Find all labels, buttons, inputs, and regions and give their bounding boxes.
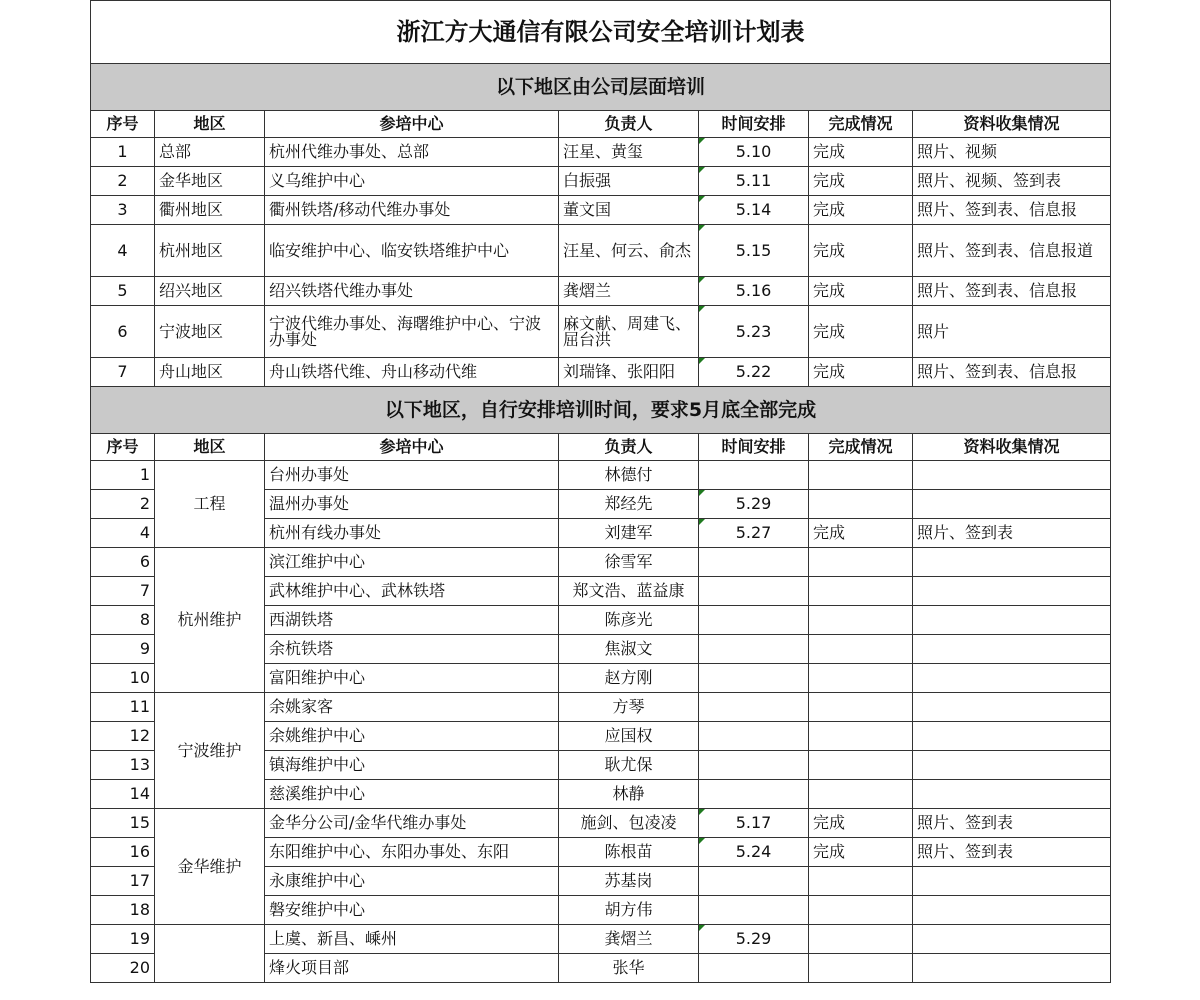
materials-cell — [913, 896, 1111, 925]
materials-cell — [913, 490, 1111, 519]
status-cell: 完成 — [809, 138, 913, 167]
status-cell — [809, 751, 913, 780]
materials-cell — [913, 635, 1111, 664]
row-number: 10 — [91, 664, 155, 693]
row-number: 7 — [91, 358, 155, 387]
materials-cell: 照片、签到表、信息报 — [913, 277, 1111, 306]
owner-cell: 陈根苗 — [559, 838, 699, 867]
materials-cell: 照片、签到表、信息报 — [913, 358, 1111, 387]
materials-cell — [913, 722, 1111, 751]
status-cell: 完成 — [809, 838, 913, 867]
center-cell: 慈溪维护中心 — [265, 780, 559, 809]
time-cell — [699, 693, 809, 722]
row-number: 1 — [91, 138, 155, 167]
center-cell: 温州办事处 — [265, 490, 559, 519]
materials-cell — [913, 664, 1111, 693]
row-number: 19 — [91, 925, 155, 954]
row-number: 18 — [91, 896, 155, 925]
materials-cell: 照片、签到表、信息报道 — [913, 225, 1111, 277]
status-cell — [809, 693, 913, 722]
materials-cell — [913, 548, 1111, 577]
section1-banner-row — [91, 64, 1111, 111]
owner-cell: 白振强 — [559, 167, 699, 196]
status-cell: 完成 — [809, 196, 913, 225]
column-header: 参培中心 — [265, 434, 559, 461]
column-header: 地区 — [155, 111, 265, 138]
materials-cell — [913, 751, 1111, 780]
region-cell: 衢州地区 — [155, 196, 265, 225]
status-cell: 完成 — [809, 809, 913, 838]
row-number: 16 — [91, 838, 155, 867]
table-row — [91, 306, 1111, 358]
status-cell — [809, 606, 913, 635]
column-header: 负责人 — [559, 434, 699, 461]
region-cell: 宁波地区 — [155, 306, 265, 358]
time-cell: 5.15 — [699, 225, 809, 277]
center-cell: 台州办事处 — [265, 461, 559, 490]
row-number: 11 — [91, 693, 155, 722]
center-cell: 金华分公司/金华代维办事处 — [265, 809, 559, 838]
owner-cell: 林静 — [559, 780, 699, 809]
status-cell: 完成 — [809, 358, 913, 387]
center-cell: 余姚维护中心 — [265, 722, 559, 751]
owner-cell: 郑经先 — [559, 490, 699, 519]
table-row — [91, 167, 1111, 196]
materials-cell: 照片、签到表 — [913, 838, 1111, 867]
materials-cell — [913, 606, 1111, 635]
owner-cell: 董文国 — [559, 196, 699, 225]
status-cell — [809, 548, 913, 577]
materials-cell — [913, 867, 1111, 896]
section2-banner: 以下地区，自行安排培训时间，要求5月底全部完成 — [91, 387, 1111, 434]
center-cell: 临安维护中心、临安铁塔维护中心 — [265, 225, 559, 277]
owner-cell: 苏基岗 — [559, 867, 699, 896]
region-cell: 总部 — [155, 138, 265, 167]
time-cell: 5.17 — [699, 809, 809, 838]
status-cell — [809, 664, 913, 693]
center-cell: 镇海维护中心 — [265, 751, 559, 780]
center-cell: 舟山铁塔代维、舟山移动代维 — [265, 358, 559, 387]
status-cell — [809, 722, 913, 751]
time-cell — [699, 780, 809, 809]
status-cell — [809, 635, 913, 664]
materials-cell — [913, 461, 1111, 490]
status-cell: 完成 — [809, 225, 913, 277]
owner-cell: 陈彦光 — [559, 606, 699, 635]
row-number: 6 — [91, 548, 155, 577]
time-cell — [699, 722, 809, 751]
page-title: 浙江方大通信有限公司安全培训计划表 — [91, 1, 1111, 64]
row-number: 13 — [91, 751, 155, 780]
row-number: 8 — [91, 606, 155, 635]
time-cell: 5.27 — [699, 519, 809, 548]
time-cell: 5.11 — [699, 167, 809, 196]
region-cell: 舟山地区 — [155, 358, 265, 387]
owner-cell: 龚熠兰 — [559, 277, 699, 306]
column-header: 完成情况 — [809, 434, 913, 461]
owner-cell: 郑文浩、蓝益康 — [559, 577, 699, 606]
row-number: 2 — [91, 167, 155, 196]
status-cell: 完成 — [809, 519, 913, 548]
time-cell — [699, 606, 809, 635]
owner-cell: 张华 — [559, 954, 699, 983]
region-cell: 绍兴地区 — [155, 277, 265, 306]
column-header: 时间安排 — [699, 434, 809, 461]
status-cell — [809, 461, 913, 490]
time-cell — [699, 577, 809, 606]
table-row — [91, 461, 1111, 490]
time-cell: 5.22 — [699, 358, 809, 387]
table-row — [91, 196, 1111, 225]
status-cell: 完成 — [809, 306, 913, 358]
row-number: 4 — [91, 225, 155, 277]
row-number: 3 — [91, 196, 155, 225]
time-cell: 5.16 — [699, 277, 809, 306]
status-cell — [809, 577, 913, 606]
owner-cell: 刘建军 — [559, 519, 699, 548]
status-cell — [809, 867, 913, 896]
materials-cell — [913, 577, 1111, 606]
owner-cell: 徐雪军 — [559, 548, 699, 577]
column-header: 时间安排 — [699, 111, 809, 138]
time-cell: 5.24 — [699, 838, 809, 867]
table-row — [91, 925, 1111, 954]
center-cell: 宁波代维办事处、海曙维护中心、宁波办事处 — [265, 306, 559, 358]
column-header: 资料收集情况 — [913, 111, 1111, 138]
center-cell: 杭州有线办事处 — [265, 519, 559, 548]
center-cell: 武林维护中心、武林铁塔 — [265, 577, 559, 606]
table-row — [91, 693, 1111, 722]
center-cell: 西湖铁塔 — [265, 606, 559, 635]
time-cell: 5.23 — [699, 306, 809, 358]
time-cell: 5.14 — [699, 196, 809, 225]
row-number: 20 — [91, 954, 155, 983]
time-cell — [699, 751, 809, 780]
status-cell: 完成 — [809, 167, 913, 196]
table-row — [91, 138, 1111, 167]
table-row — [91, 548, 1111, 577]
status-cell — [809, 896, 913, 925]
materials-cell — [913, 925, 1111, 954]
row-number: 6 — [91, 306, 155, 358]
center-cell: 烽火项目部 — [265, 954, 559, 983]
center-cell: 滨江维护中心 — [265, 548, 559, 577]
region-cell — [155, 925, 265, 983]
owner-cell: 应国权 — [559, 722, 699, 751]
center-cell: 磐安维护中心 — [265, 896, 559, 925]
row-number: 14 — [91, 780, 155, 809]
materials-cell: 照片、签到表、信息报 — [913, 196, 1111, 225]
materials-cell: 照片、视频 — [913, 138, 1111, 167]
table-row — [91, 358, 1111, 387]
center-cell: 绍兴铁塔代维办事处 — [265, 277, 559, 306]
center-cell: 余姚家客 — [265, 693, 559, 722]
column-header: 资料收集情况 — [913, 434, 1111, 461]
region-cell: 宁波维护 — [155, 693, 265, 809]
title-row — [91, 1, 1111, 64]
center-cell: 富阳维护中心 — [265, 664, 559, 693]
section2-header-row — [91, 434, 1111, 461]
time-cell — [699, 635, 809, 664]
region-cell: 工程 — [155, 461, 265, 548]
section1-banner: 以下地区由公司层面培训 — [91, 64, 1111, 111]
row-number: 1 — [91, 461, 155, 490]
column-header: 负责人 — [559, 111, 699, 138]
column-header: 地区 — [155, 434, 265, 461]
time-cell — [699, 548, 809, 577]
center-cell: 东阳维护中心、东阳办事处、东阳 — [265, 838, 559, 867]
owner-cell: 汪星、黄玺 — [559, 138, 699, 167]
region-cell: 金华维护 — [155, 809, 265, 925]
owner-cell: 汪星、何云、俞杰 — [559, 225, 699, 277]
materials-cell — [913, 693, 1111, 722]
owner-cell: 耿尤保 — [559, 751, 699, 780]
row-number: 17 — [91, 867, 155, 896]
center-cell: 杭州代维办事处、总部 — [265, 138, 559, 167]
center-cell: 余杭铁塔 — [265, 635, 559, 664]
time-cell — [699, 954, 809, 983]
row-number: 9 — [91, 635, 155, 664]
materials-cell: 照片、签到表 — [913, 809, 1111, 838]
row-number: 4 — [91, 519, 155, 548]
training-plan-table — [90, 0, 1111, 983]
materials-cell — [913, 954, 1111, 983]
owner-cell: 赵方刚 — [559, 664, 699, 693]
center-cell: 义乌维护中心 — [265, 167, 559, 196]
row-number: 7 — [91, 577, 155, 606]
owner-cell: 刘瑞锋、张阳阳 — [559, 358, 699, 387]
time-cell — [699, 867, 809, 896]
owner-cell: 麻文献、周建飞、屈台洪 — [559, 306, 699, 358]
owner-cell: 焦淑文 — [559, 635, 699, 664]
table-row — [91, 809, 1111, 838]
time-cell — [699, 461, 809, 490]
table-row — [91, 225, 1111, 277]
materials-cell — [913, 780, 1111, 809]
region-cell: 金华地区 — [155, 167, 265, 196]
table-body — [91, 1, 1111, 983]
column-header: 序号 — [91, 111, 155, 138]
owner-cell: 龚熠兰 — [559, 925, 699, 954]
time-cell — [699, 896, 809, 925]
status-cell — [809, 490, 913, 519]
region-cell: 杭州维护 — [155, 548, 265, 693]
center-cell: 衢州铁塔/移动代维办事处 — [265, 196, 559, 225]
time-cell: 5.29 — [699, 925, 809, 954]
time-cell: 5.10 — [699, 138, 809, 167]
center-cell: 永康维护中心 — [265, 867, 559, 896]
column-header: 完成情况 — [809, 111, 913, 138]
status-cell: 完成 — [809, 277, 913, 306]
time-cell — [699, 664, 809, 693]
materials-cell: 照片、签到表 — [913, 519, 1111, 548]
materials-cell: 照片 — [913, 306, 1111, 358]
column-header: 序号 — [91, 434, 155, 461]
status-cell — [809, 780, 913, 809]
row-number: 12 — [91, 722, 155, 751]
section2-banner-row — [91, 387, 1111, 434]
owner-cell: 胡方伟 — [559, 896, 699, 925]
table-row — [91, 277, 1111, 306]
region-cell: 杭州地区 — [155, 225, 265, 277]
row-number: 2 — [91, 490, 155, 519]
owner-cell: 施剑、包凌凌 — [559, 809, 699, 838]
status-cell — [809, 954, 913, 983]
status-cell — [809, 925, 913, 954]
owner-cell: 林德付 — [559, 461, 699, 490]
time-cell: 5.29 — [699, 490, 809, 519]
row-number: 5 — [91, 277, 155, 306]
center-cell: 上虞、新昌、嵊州 — [265, 925, 559, 954]
materials-cell: 照片、视频、签到表 — [913, 167, 1111, 196]
section1-header-row — [91, 111, 1111, 138]
row-number: 15 — [91, 809, 155, 838]
owner-cell: 方琴 — [559, 693, 699, 722]
column-header: 参培中心 — [265, 111, 559, 138]
